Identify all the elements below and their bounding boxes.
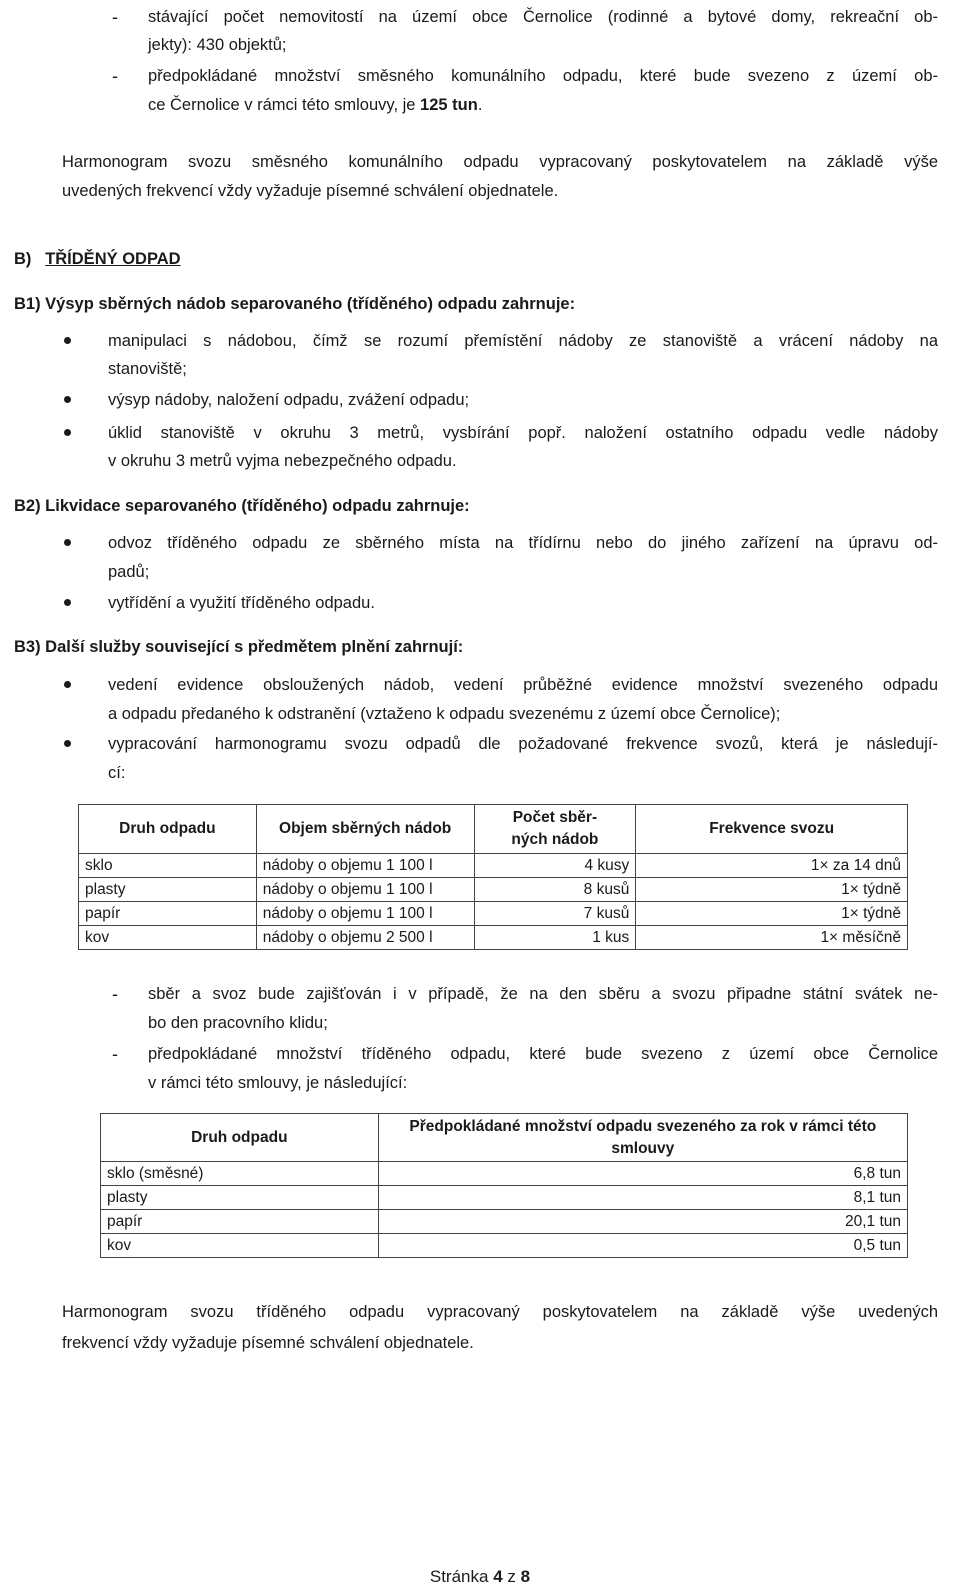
cell-volume: nádoby o objemu 1 100 l bbox=[256, 902, 474, 926]
header-frequency: Frekvence svozu bbox=[636, 805, 908, 854]
cell-amount: 20,1 tun bbox=[378, 1210, 907, 1234]
estimated-amount-table bbox=[100, 1113, 908, 1258]
page-number: Stránka 4 z 8 bbox=[429, 1567, 531, 1586]
b3-bullet-1-line-2: a odpadu předaného k odstranění (vztaženo k odpadu svezenému z území obce Černolice); bbox=[108, 705, 781, 723]
cell-amount: 6,8 tun bbox=[378, 1162, 907, 1186]
collection-frequency-table bbox=[78, 804, 908, 950]
intro-item-1-line-2: jekty): 430 objektů; bbox=[148, 36, 287, 54]
after-table-item-1-line-2: bo den pracovního klidu; bbox=[148, 1014, 328, 1032]
bullet-icon bbox=[64, 396, 71, 403]
cell-volume: nádoby o objemu 2 500 l bbox=[256, 926, 474, 950]
intro-item-1-line-1: stávající počet nemovitostí na území obce Černolice (rodinné a bytové domy, rekreační ob- bbox=[148, 8, 938, 26]
b1-bullet-3-line-2: v okruhu 3 metrů vyjma nebezpečného odpadu. bbox=[108, 452, 457, 470]
cell-volume: nádoby o objemu 1 100 l bbox=[256, 854, 474, 878]
dash-marker: - bbox=[112, 66, 118, 86]
table-row bbox=[101, 1234, 908, 1258]
b1-heading: B1) Výsyp sběrných nádob separovaného (tříděného) odpadu zahrnuje: bbox=[14, 295, 576, 313]
cell-frequency: 1× za 14 dnů bbox=[636, 854, 908, 878]
dash-marker: - bbox=[112, 984, 118, 1004]
after-table-item-2-line-2: v rámci této smlouvy, je následující: bbox=[148, 1074, 408, 1092]
table-row bbox=[79, 902, 908, 926]
intro-item-2-line-1: předpokládané množství směsného komunálního odpadu, které bude svezeno z území ob- bbox=[148, 67, 938, 85]
cell-volume: nádoby o objemu 1 100 l bbox=[256, 878, 474, 902]
b3-bullet-2-line-2: cí: bbox=[108, 764, 126, 782]
cell-frequency: 1× měsíčně bbox=[636, 926, 908, 950]
cell-frequency: 1× týdně bbox=[636, 878, 908, 902]
bullet-icon bbox=[64, 337, 71, 344]
header-waste-type: Druh odpadu bbox=[79, 805, 257, 854]
table-row bbox=[79, 878, 908, 902]
cell-amount: 0,5 tun bbox=[378, 1234, 907, 1258]
after-table-item-2-line-1: předpokládané množství tříděného odpadu, které bude svezeno z území obce Černolice bbox=[148, 1045, 938, 1063]
header-container-volume: Objem sběrných nádob bbox=[256, 805, 474, 854]
cell-amount: 8,1 tun bbox=[378, 1186, 907, 1210]
closing-paragraph-line-1: Harmonogram svozu tříděného odpadu vypracovaný poskytovatelem na základě výše uvedených bbox=[62, 1303, 938, 1321]
b2-heading: B2) Likvidace separovaného (tříděného) odpadu zahrnuje: bbox=[14, 497, 470, 515]
table-row bbox=[101, 1162, 908, 1186]
table-row bbox=[79, 854, 908, 878]
b2-bullet-1-line-2: padů; bbox=[108, 563, 150, 581]
cell-type: plasty bbox=[79, 878, 257, 902]
cell-type: sklo bbox=[79, 854, 257, 878]
b1-bullet-1-line-2: stanoviště; bbox=[108, 360, 187, 378]
cell-count: 8 kusů bbox=[474, 878, 636, 902]
after-table-item-1-line-1: sběr a svoz bude zajišťován i v případě, že na den sběru a svozu připadne státní svátek ne- bbox=[148, 985, 938, 1003]
cell-type: papír bbox=[79, 902, 257, 926]
cell-count: 4 kusy bbox=[474, 854, 636, 878]
b1-bullet-1-line-1: manipulaci s nádobou, čímž se rozumí přemístění nádoby ze stanoviště a vrácení nádoby na bbox=[108, 332, 938, 350]
table-row bbox=[101, 1186, 908, 1210]
b3-heading: B3) Další služby související s předmětem plnění zahrnují: bbox=[14, 638, 464, 656]
bullet-icon bbox=[64, 539, 71, 546]
intro-paragraph-line-2: uvedených frekvencí vždy vyžaduje písemné schválení objednatele. bbox=[62, 182, 559, 200]
cell-type: kov bbox=[79, 926, 257, 950]
waste-amount: 125 tun bbox=[420, 96, 478, 114]
cell-frequency: 1× týdně bbox=[636, 902, 908, 926]
intro-paragraph-line-1: Harmonogram svozu směsného komunálního odpadu vypracovaný poskytovatelem na základě výše bbox=[62, 153, 938, 171]
b1-bullet-3-line-1: úklid stanoviště v okruhu 3 metrů, vysbírání popř. naložení ostatního odpadu vedle nádoby bbox=[108, 424, 938, 442]
dash-marker: - bbox=[112, 7, 118, 27]
cell-type: papír bbox=[101, 1210, 379, 1234]
header-estimated-amount: Předpokládané množství odpadu svezeného za rok v rámci této smlouvy bbox=[378, 1114, 907, 1162]
closing-paragraph-line-2: frekvencí vždy vyžaduje písemné schválení objednatele. bbox=[62, 1334, 474, 1352]
section-b-heading: B) TŘÍDĚNÝ ODPAD bbox=[14, 250, 181, 268]
table-header-row bbox=[101, 1114, 908, 1162]
table-header-row bbox=[79, 805, 908, 854]
header-container-count: Počet sběr- ných nádob bbox=[474, 805, 636, 854]
b3-bullet-1-line-1: vedení evidence obsloužených nádob, vedení průběžné evidence množství svezeného odpadu bbox=[108, 676, 938, 694]
cell-type: plasty bbox=[101, 1186, 379, 1210]
cell-count: 1 kus bbox=[474, 926, 636, 950]
cell-count: 7 kusů bbox=[474, 902, 636, 926]
b2-bullet-2: vytřídění a využití tříděného odpadu. bbox=[108, 594, 375, 612]
bullet-icon bbox=[64, 740, 71, 747]
b2-bullet-1-line-1: odvoz tříděného odpadu ze sběrného místa na třídírnu nebo do jiného zařízení na úpravu od- bbox=[108, 534, 938, 552]
bullet-icon bbox=[64, 681, 71, 688]
table-row bbox=[79, 926, 908, 950]
b1-bullet-2: výsyp nádoby, naložení odpadu, zvážení odpadu; bbox=[108, 391, 470, 409]
header-waste-type: Druh odpadu bbox=[101, 1114, 379, 1162]
table-row bbox=[101, 1210, 908, 1234]
cell-type: sklo (směsné) bbox=[101, 1162, 379, 1186]
bullet-icon bbox=[64, 429, 71, 436]
intro-item-2-line-2: ce Černolice v rámci této smlouvy, je 125 tun. bbox=[148, 96, 483, 114]
cell-type: kov bbox=[101, 1234, 379, 1258]
dash-marker: - bbox=[112, 1044, 118, 1064]
bullet-icon bbox=[64, 599, 71, 606]
b3-bullet-2-line-1: vypracování harmonogramu svozu odpadů dle požadované frekvence svozů, která je následují- bbox=[108, 735, 938, 753]
